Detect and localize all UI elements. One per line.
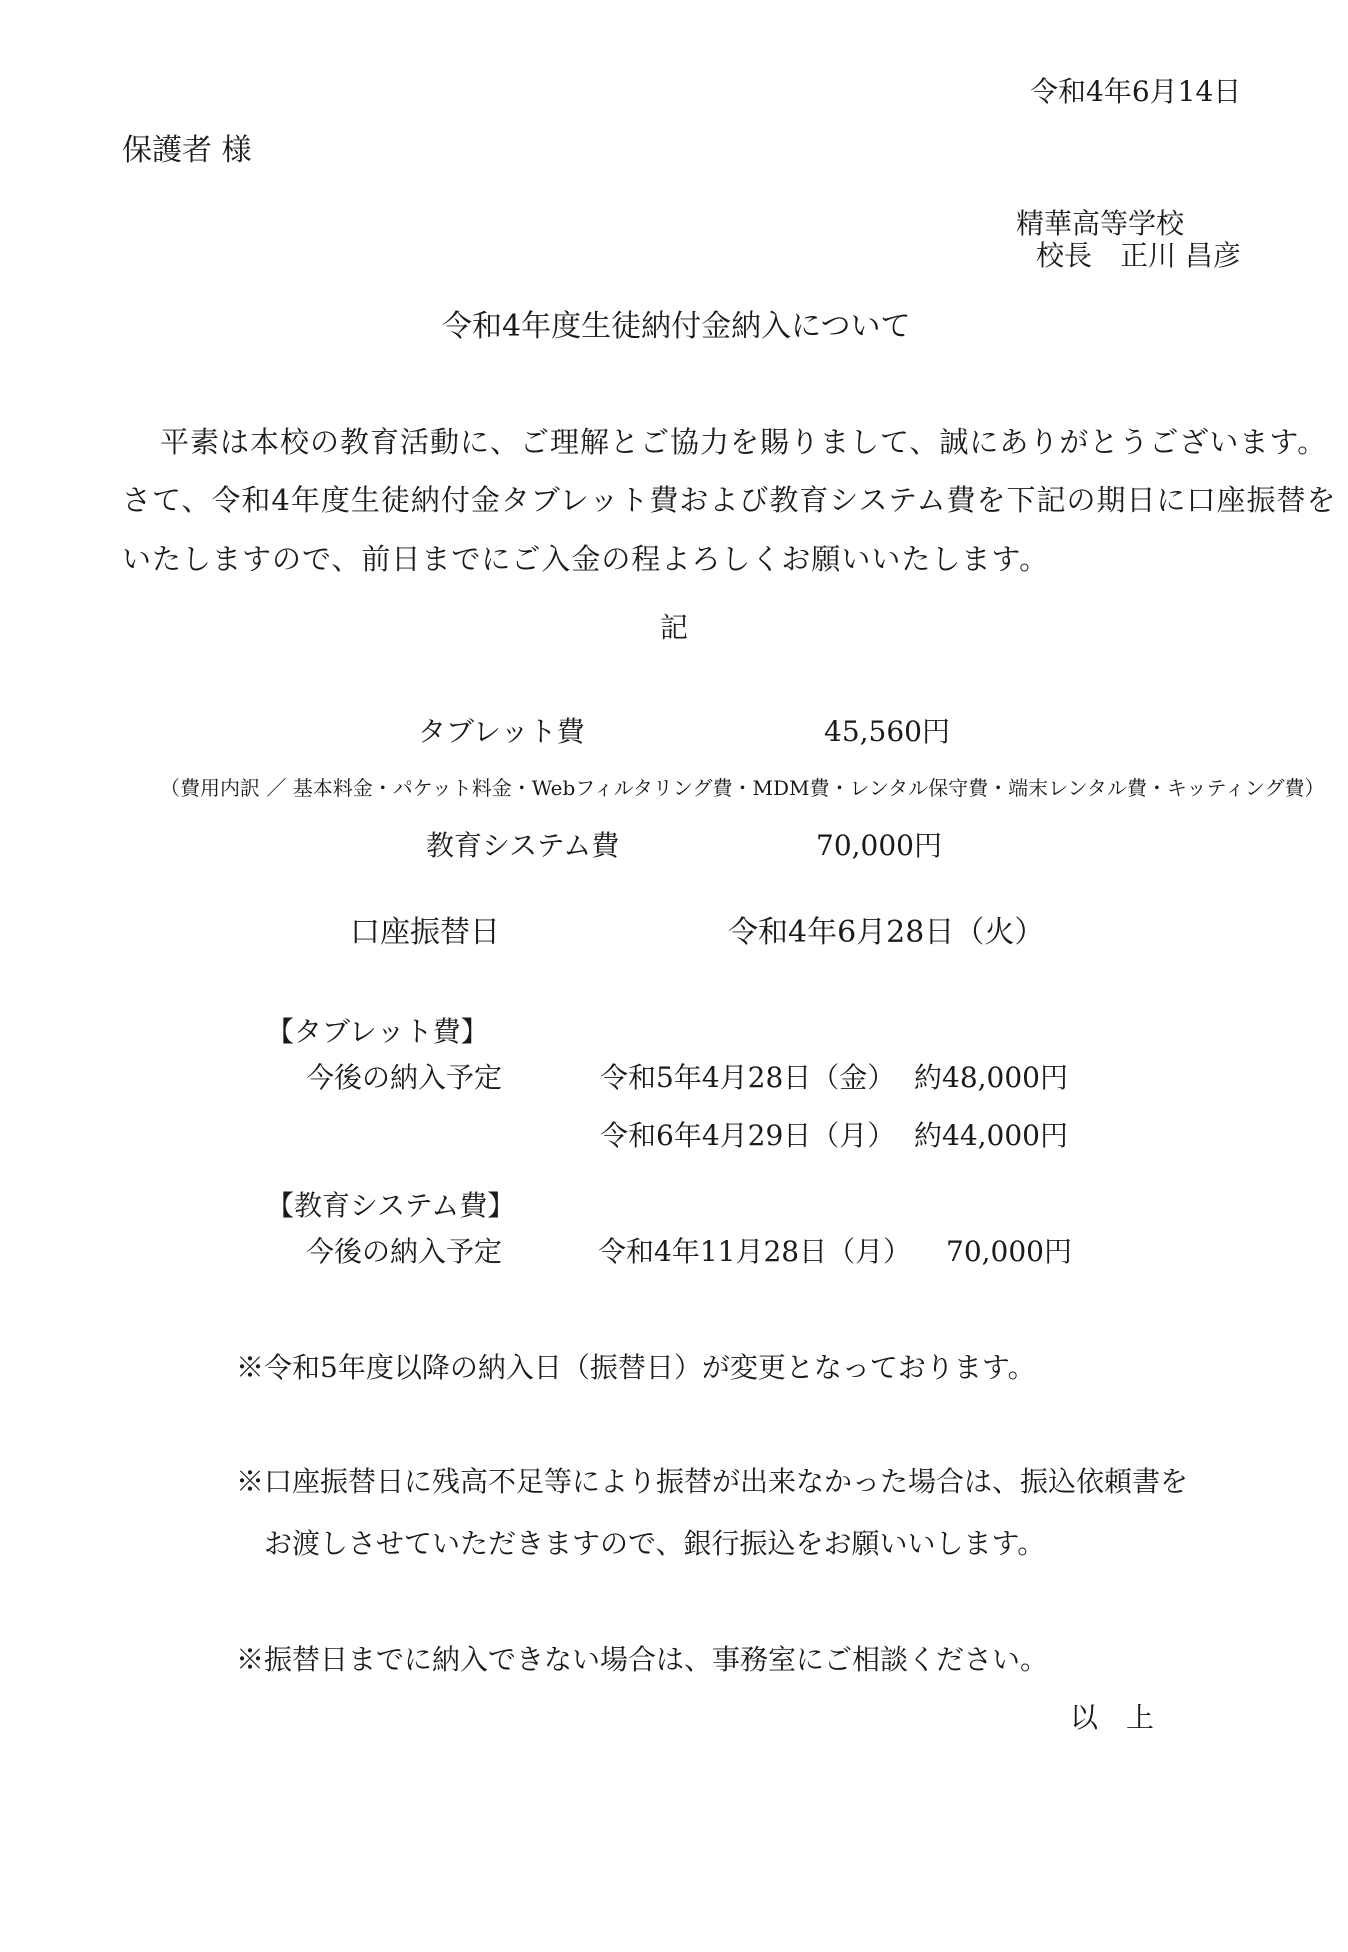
tablet-schedule-amount: 約48,000円 xyxy=(914,1061,1068,1094)
tablet-fee-breakdown: （費用内訳 ／ 基本料金・パケット料金・Webフィルタリング費・MDM費・レンタル保守費・端末レンタル費・キッティング費） xyxy=(160,776,1325,800)
sender-school: 精華高等学校 xyxy=(1016,207,1185,240)
document-title: 令和4年度生徒納付金納入について xyxy=(442,309,911,344)
tablet-schedule-amount: 約44,000円 xyxy=(914,1119,1068,1152)
note-insufficient-funds-line-2: お渡しさせていただきますので、銀行振込をお願いいします。 xyxy=(264,1527,1046,1560)
tablet-fee-amount: 45,560円 xyxy=(824,715,950,748)
tablet-schedule-date: 令和6年4月29日（月） xyxy=(600,1119,896,1152)
system-schedule-amount: 70,000円 xyxy=(946,1235,1072,1268)
issue-date: 令和4年6月14日 xyxy=(1030,75,1242,108)
system-plan-label: 今後の納入予定 xyxy=(306,1235,503,1268)
transfer-date-value: 令和4年6月28日（火） xyxy=(728,915,1045,950)
system-fee-amount: 70,000円 xyxy=(816,829,942,862)
sender-principal: 校長 正川 昌彦 xyxy=(1036,239,1241,272)
tablet-plan-label: 今後の納入予定 xyxy=(306,1061,503,1094)
note-insufficient-funds-line-1: ※口座振替日に残高不足等により振替が出来なかった場合は、振込依頼書を xyxy=(236,1465,1189,1498)
transfer-date-label: 口座振替日 xyxy=(350,915,500,950)
body-line-3: いたしますので、前日までにご入金の程よろしくお願いいたします。 xyxy=(122,542,1050,576)
tablet-schedule-heading: 【タブレット費】 xyxy=(266,1015,489,1048)
system-fee-label: 教育システム費 xyxy=(426,829,620,862)
system-schedule-date: 令和4年11月28日（月） xyxy=(598,1235,912,1268)
note-schedule-change: ※令和5年度以降の納入日（振替日）が変更となっております。 xyxy=(236,1351,1036,1384)
body-line-2: さて、令和4年度生徒納付金タブレット費および教育システム費を下記の期日に口座振替を xyxy=(122,483,1337,517)
tablet-fee-label: タブレット費 xyxy=(418,715,585,748)
note-contact-office: ※振替日までに納入できない場合は、事務室にご相談ください。 xyxy=(236,1643,1049,1676)
body-line-1: 平素は本校の教育活動に、ご理解とご協力を賜りまして、誠にありがとうございます。 xyxy=(160,425,1328,459)
recipient: 保護者 様 xyxy=(122,133,252,168)
closing-mark: 以 上 xyxy=(1070,1701,1155,1734)
system-schedule-heading: 【教育システム費】 xyxy=(266,1189,516,1222)
tablet-schedule-date: 令和5年4月28日（金） xyxy=(600,1061,896,1094)
ki-heading: 記 xyxy=(660,611,689,644)
